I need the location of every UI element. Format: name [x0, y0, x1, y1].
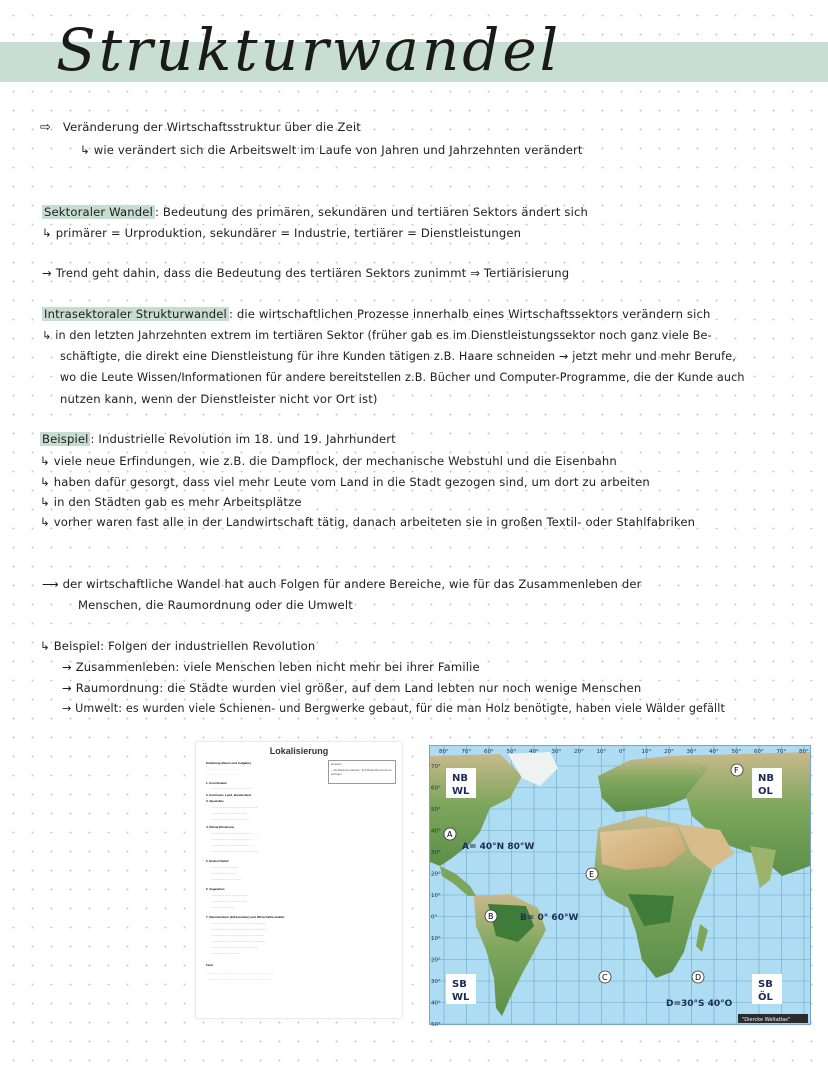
longitude-label: 40° [529, 749, 539, 755]
note-line-3 [42, 205, 588, 219]
worksheet-item: 4. Klima/ Klimazone [206, 825, 235, 829]
note-line-5: → Trend geht dahin, dass die Bedeutung des tertiären Sektors zunimmt ⇒ Tertiärisierung [42, 266, 570, 280]
svg-text:SB: SB [758, 979, 773, 990]
coord-label-d: D=30°S 40°O [666, 999, 733, 1009]
longitude-label: 70° [776, 749, 787, 755]
svg-text:NB: NB [758, 773, 774, 784]
latitude-label: 60° [431, 785, 441, 792]
longitude-label: 0° [619, 749, 626, 755]
note-line-13: ↳ haben dafür gesorgt, dass viel mehr Leute vom Land in die Stadt gezogen sind, um dort zu arbeiten [40, 475, 650, 489]
worksheet-hint-heading: Hinweis [331, 762, 342, 766]
worksheet-item: Einleitung (Raum und Aufgabe) [206, 761, 251, 765]
marker-b [485, 910, 497, 922]
map-credit: "Diercke Weltatlas" [742, 1017, 791, 1023]
longitude-label: 80° [799, 749, 809, 755]
marker-f [731, 764, 743, 776]
longitude-label: 50° [506, 749, 517, 755]
svg-text:ÖL: ÖL [758, 992, 773, 1003]
longitude-label: 60° [484, 749, 494, 755]
note-line-10: nutzen kann, wenn der Dienstleister nicht vor Ort ist) [60, 392, 378, 406]
svg-text:OL: OL [758, 786, 773, 797]
page-title: Strukturwandel [56, 16, 562, 84]
svg-text:F: F [734, 766, 739, 775]
note-line-19: → Zusammenleben: viele Menschen leben nicht mehr bei ihrer Familie [62, 660, 480, 674]
note-line-18: ↳ Beispiel: Folgen der industriellen Revolution [40, 639, 316, 653]
worksheet-thumbnail: Lokalisierung Hinweis - mit Material arbeiten und Materialnummerne anfügen Einleitung (Raum und Aufgabe) · · · · · · · · · · · · · · · · · · · · · · · · · · · · · · · · · · · · · · 1. Koordinaten - - - - - - - - - - - - - - - - - - - - - - 2. Kontinent, Land, Bundesland 3. Spezielles - - - - - - - - - - - - - - - - - - - - - - - - - - - - - - - - - - - - - - - - - - - - - - - - - - - - - - - - - - - - - - - - - 4. Klima/ Klimazone - - - - - - - - - - - - - - - - - - - - - - . . . . . - - - - - - - - - - - - - - - - - - - - - . . . . . - - - - - - - - - - - - - - - - - - - - . . . . . . - - - - - - - - - - - - - - - - - - - - - - - - - . . 5. Boden/ Relief - - - - - - - - - - - - - - - - - - - - - - - - - - - - - - - - - - - - - - - - - - - 6. Vegetation - - - - - - - - - - - - - - - - - - - - - - - - - - - - - - - - - - - - - - - - - - - - - - - - - - - - 7. Raumstruktur (Infrastruktur) und Wirtschaftsstruktur - - - - - - - - - - - - - - - - - - - - - - - - - - - - - - - - - - - - - - - - - - - - - - - - - - - - - - - - - - - - - - - - - - - - - - - - - - - - - - - - - - - - - - - - - - - - - - - - - - - - - - - - - - - - - - - - - - - - - - - - - - - - - - - - - - - - - - - - - - - - - - - - - - - - - - - - - - - - - - - - Fazit - - - - - - - - - - - - - - - - - - - - - - - - - - - - - - - - - - - - - - - - - - - - - - - - - - - - - - - - - - - - - - - - - - - - - - - - - [196, 742, 402, 1018]
longitude-label: 60° [754, 749, 764, 755]
note-line-16: ⟶ der wirtschaftliche Wandel hat auch Folgen für andere Bereiche, wie für das Zusammenleben der [42, 577, 642, 591]
note-line-6 [42, 307, 711, 321]
latitude-label: 70° [431, 764, 441, 770]
note-line-9: wo die Leute Wissen/Informationen für andere bereitstellen z.B. Bücher und Computer-Programme, die der Kunde auch [60, 371, 745, 384]
note-text: Veränderung der Wirtschaftsstruktur über die Zeit [62, 120, 361, 134]
quadrant-label-se [752, 974, 782, 1004]
quadrant-label-sw [446, 974, 476, 1004]
double-arrow-icon: ⇨ [40, 120, 52, 135]
note-line-7: ↳ in den letzten Jahrzehnten extrem im tertiären Sektor (früher gab es im Dienstleistungssektor noch ganz viele Be- [42, 329, 712, 342]
longitude-label: 10° [641, 749, 652, 755]
longitude-label: 30° [686, 749, 697, 755]
longitude-label: 80° [439, 749, 449, 755]
longitude-label: 40° [709, 749, 719, 755]
svg-text:C: C [602, 973, 608, 982]
note-line-17: Menschen, die Raumordnung oder die Umwelt [78, 598, 353, 612]
svg-text:NB: NB [452, 773, 468, 784]
coord-label-a: A= 40°N 80°W [462, 842, 535, 852]
worksheet-item: 5. Boden/ Relief [206, 859, 229, 863]
term-highlight: Intrasektoraler Strukturwandel [44, 307, 227, 321]
worksheet-title: Lokalisierung [269, 746, 329, 756]
worksheet-item: 6. Vegetation [206, 887, 225, 891]
note-line-1 [40, 120, 361, 135]
note-line-4: ↳ primärer = Urproduktion, sekundärer = Industrie, tertiärer = Dienstleistungen [42, 226, 522, 240]
svg-text:SB: SB [452, 979, 467, 990]
svg-text:B: B [488, 912, 494, 921]
quadrant-label-ne [752, 768, 782, 798]
marker-e [586, 868, 598, 880]
longitude-label: 30° [551, 749, 562, 755]
note-line-21: → Umwelt: es wurden viele Schienen- und Bergwerke gebaut, für die man Holz benötigte, haben viele Wälder gefällt [62, 702, 725, 715]
worksheet-hint-text: - mit Material arbeiten und Materialnummerne anfügen [331, 768, 392, 776]
note-line-14: ↳ in den Städten gab es mehr Arbeitsplätze [40, 495, 302, 509]
note-line-15: ↳ vorher waren fast alle in der Landwirtschaft tätig, danach arbeiteten sie in großen Textil- oder Stahlfabriken [40, 515, 696, 529]
note-text: : Industrielle Revolution im 18. und 19. Jahrhundert [90, 432, 396, 446]
latitude-label: 20° [431, 871, 441, 878]
map-canvas [430, 746, 810, 1028]
marker-a [444, 828, 456, 840]
latitude-label: 40° [431, 1000, 441, 1007]
note-line-12: ↳ viele neue Erfindungen, wie z.B. die Dampflock, der mechanische Webstuhl und die Eisenbahn [40, 454, 617, 468]
note-text: : Bedeutung des primären, sekundären und tertiären Sektors ändert sich [154, 205, 588, 219]
longitude-label: 10° [596, 749, 607, 755]
term-highlight: Sektoraler Wandel [44, 205, 153, 219]
note-line-11 [40, 432, 396, 446]
quadrant-label-nw [446, 768, 476, 798]
worksheet-item: 7. Raumstruktur (Infrastruktur) und Wirtschaftsstruktur [206, 915, 285, 919]
latitude-label: 30° [431, 850, 441, 856]
worksheet-item: 1. Koordinaten [206, 781, 228, 785]
note-text: : die wirtschaftlichen Prozesse innerhalb eines Wirtschaftssektors verändern sich [228, 307, 711, 321]
latitude-label: 10° [431, 936, 441, 942]
svg-text:D: D [695, 973, 702, 982]
longitude-label: 20° [664, 749, 674, 755]
latitude-label: 20° [431, 957, 441, 964]
coord-label-b: B= 0° 60°W [520, 913, 579, 923]
world-map [429, 745, 811, 1028]
marker-d [692, 971, 704, 983]
marker-c [599, 971, 611, 983]
term-highlight: Beispiel [42, 432, 89, 446]
note-line-2: ↳ wie verändert sich die Arbeitswelt im Laufe von Jahren und Jahrzehnten verändert [80, 143, 583, 157]
latitude-label: 50° [431, 807, 441, 813]
svg-text:E: E [589, 870, 595, 879]
latitude-label: 40° [431, 828, 441, 835]
note-line-8: schäftigte, die direkt eine Dienstleistung für ihre Kunden tätigen z.B. Haare schneiden → jetzt mehr und mehr Berufe, [60, 350, 736, 363]
latitude-label: 30° [431, 979, 441, 985]
worksheet-item: 3. Spezielles [206, 799, 224, 803]
latitude-label: 50° [431, 1022, 441, 1028]
latitude-label: 10° [431, 893, 441, 899]
svg-text:A: A [447, 830, 453, 839]
longitude-label: 50° [731, 749, 742, 755]
longitude-label: 20° [574, 749, 584, 755]
worksheet-item: 2. Kontinent, Land, Bundesland [206, 793, 251, 797]
svg-text:WL: WL [452, 992, 470, 1003]
latitude-label: 0° [431, 914, 438, 921]
worksheet-item: Fazit [206, 963, 213, 967]
svg-text:WL: WL [452, 786, 470, 797]
longitude-label: 70° [461, 749, 472, 755]
note-line-20: → Raumordnung: die Städte wurden viel größer, auf dem Land lebten nur noch wenige Menschen [62, 681, 642, 695]
